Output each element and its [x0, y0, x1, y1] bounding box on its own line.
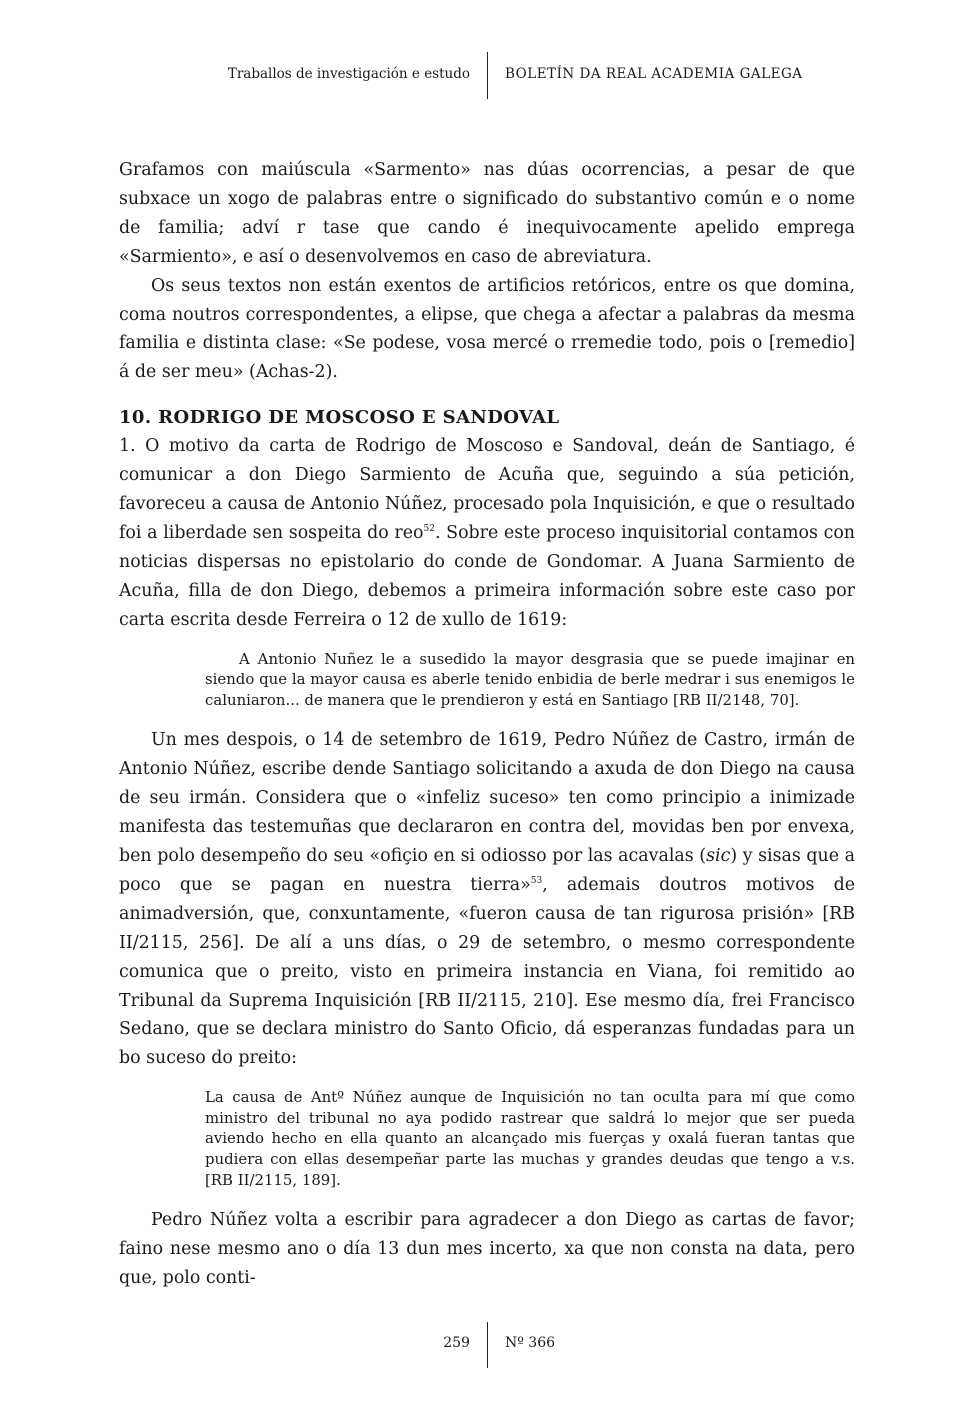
footer-divider — [487, 1322, 488, 1368]
paragraph-3-text-a: 1. O motivo da carta de Rodrigo de Moscoso e Sandoval, deán de Santiago, é comunicar a don Diego Sarmiento de Acuña que, seguindo a súa petición, favoreceu a causa de Antonio Núñez, procesado pola Inquisición, e que o resultado foi a liberdade sen sospeita do reo — [119, 436, 855, 543]
paragraph-4-text-c: , ademais doutros motivos de animadversión, que, conxuntamente, «fueron causa de tan rigurosa prisión» [RB II/2115, 256]. De alí a uns días, o 29 de setembro, o mesmo correspondente comunica que o preito, visto en primeira instancia en Viana, foi remitido ao Tribunal da Suprema Inquisición [RB II/2115, 210]. Ese mesmo día, frei Francisco Sedano, que se declara ministro do Santo Oficio, dá esperanzas fundadas para un bo suceso do preito: — [119, 874, 855, 1069]
paragraph-4 — [119, 726, 855, 1073]
page-number: 259 — [443, 1335, 470, 1351]
paragraph-3-text-b: . Sobre este proceso inquisitorial contamos con noticias dispersas no epistolario do conde de Gondomar. A Juana Sarmiento de Acuña, filla de don Diego, debemos a primeira información sobre este caso por carta escrita desde Ferreira o 12 de xullo de 1619: — [119, 522, 855, 630]
paragraph-2: Os seus textos non están exentos de artificios retóricos, entre os que domina, coma noutros correspondentes, a elipse, que chega a afectar a palabras da mesma familia e distinta clase: «Se podese, vosa mercé o rremedie todo, pois o [remedio] á de ser meu» (Achas-2). — [119, 275, 855, 383]
header-journal-title: BOLETÍN DA REAL ACADEMIA GALEGA — [505, 66, 803, 82]
paragraph-5: Pedro Núñez volta a escribir para agradecer a don Diego as cartas de favor; faino nese mesmo ano o día 13 dun mes incerto, xa que non consta na data, pero que, polo conti- — [119, 1210, 855, 1289]
page-footer — [0, 1322, 975, 1368]
paragraph-4-text-a: Un mes despois, o 14 de setembro de 1619, Pedro Núñez de Castro, irmán de Antonio Núñez, escribe dende Santiago solicitando a axuda de don Diego na causa de seu irmán. Considera que o «infeliz suceso» ten como principio a inimizade manifesta das testemuñas que declararon en contra del, movidas ben por envexa, ben polo desempeño do seu «ofiçio en si odiosso por las acavalas ( — [119, 730, 855, 866]
main-text — [119, 156, 855, 1293]
block-quote-1: A Antonio Nuñez le a susedido la mayor desgrasia que se puede imajinar en siendo que la mayor causa es aberle tenido enbidia de berle medrar i sus enemigos le caluniaron... de manera que le prendieron y está en Santiago [RB II/2148, 70]. — [205, 649, 855, 709]
issue-number: Nº 366 — [505, 1335, 556, 1351]
header-section-title: Traballos de investigación e estudo — [227, 66, 470, 82]
footnote-ref-53: 53 — [530, 876, 543, 887]
footnote-ref-52: 52 — [423, 524, 435, 535]
running-header — [0, 52, 975, 100]
block-quote-2: La causa de Antº Núñez aunque de Inquisición no tan oculta para mí que como ministro del tribunal no aya podido rastrear que saldrá lo mejor que ser pueda aviendo hecho en ella quanto an alcançado mis fuerças y oxalá fueran tantas que pudiera con ellas desempeñar parte las muchas y grandes deudas que tengo a v.s. [RB II/2115, 189]. — [205, 1088, 855, 1189]
sic-marker: sic — [706, 846, 731, 866]
header-divider — [487, 52, 488, 99]
paragraph-1: Grafamos con maiúscula «Sarmento» nas dúas ocorrencias, a pesar de que subxace un xogo de palabras entre o significado do substantivo común e o nome de familia; adví r tase que cando é inequivocamente apelido emprega «Sarmiento», e así o desenvolvemos en caso de abreviatura. — [119, 160, 855, 267]
paragraph-4-text-b: ) y sisas que a poco que se pagan en nuestra tierra» — [119, 846, 855, 895]
paragraph-3 — [119, 432, 855, 634]
section-heading: 10. RODRIGO DE MOSCOSO E SANDOVAL — [119, 407, 560, 429]
